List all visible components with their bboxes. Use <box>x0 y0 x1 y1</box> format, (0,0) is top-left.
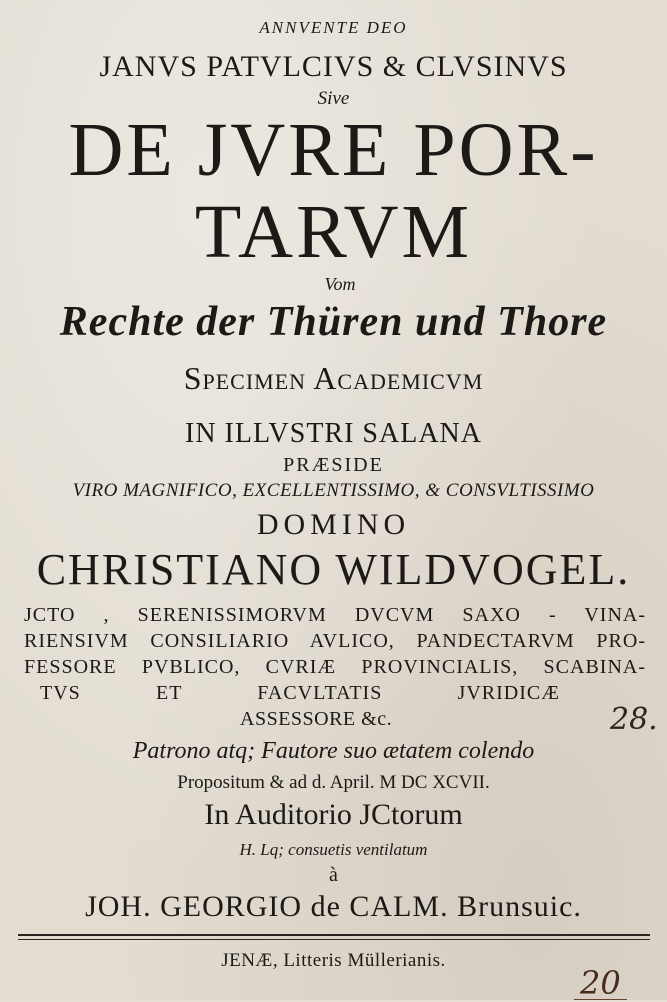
sive-line: Sive <box>317 88 350 109</box>
imprint-rule-thin <box>18 939 650 940</box>
praeside-line: PRÆSIDE <box>283 454 384 476</box>
auditorio-line: In Auditorio JCtorum <box>204 798 463 831</box>
domino-line: DOMINO <box>256 508 411 541</box>
respondent-name: JOH. GEORGIO de CALM. Brunsuic. <box>85 890 582 923</box>
praeses-name: CHRISTIANO WILDVOGEL. <box>36 545 631 594</box>
imprint-line: JENÆ, Litteris Müllerianis. <box>221 950 446 971</box>
vom-line: Vom <box>324 274 356 294</box>
propositum-line: Propositum & ad d. April. M DC XCVII. <box>177 772 490 793</box>
a-line: à <box>329 864 338 886</box>
german-subtitle: Rechte der Thüren und Thore <box>59 299 608 345</box>
viro-line: VIRO MAGNIFICO, EXCELLENTISSIMO, & CONSVLTISSIMO <box>72 480 595 501</box>
janus-line: JANVS PATVLCIVS & CLVSINVS <box>99 50 568 83</box>
assessore-line: ASSESSORE &c. <box>240 708 393 730</box>
specimen-line: Specimen Academicvm <box>183 360 484 396</box>
handwritten-bottom-number: 20 <box>580 964 621 1002</box>
patrono-line: Patrono atq; Fautore suo ætatem colendo <box>132 738 535 764</box>
jcto-line-4: TVS ET FACVLTATIS JVRIDICÆ <box>40 682 560 704</box>
jcto-line-2: RIENSIVM CONSILIARIO AVLICO, PANDECTARVM PRO- <box>24 630 646 652</box>
jcto-line-3: FESSORE PVBLICO, CVRIÆ PROVINCIALIS, SCABINA- <box>24 656 646 678</box>
handwritten-margin-number: 28. <box>610 702 658 737</box>
annuente-line: ANNVENTE DEO <box>259 18 408 37</box>
jcto-line-1: JCTO , SERENISSIMORVM DVCVM SAXO - VINA- <box>24 604 646 626</box>
main-title-line-1: DE JVRE POR- <box>68 108 599 192</box>
illustri-line: IN ILLVSTRI SALANA <box>185 418 482 449</box>
imprint-rule <box>18 934 650 936</box>
hloc-line: H. Lq; consuetis ventilatum <box>239 840 428 859</box>
main-title-line-2: TARVM <box>194 190 473 274</box>
